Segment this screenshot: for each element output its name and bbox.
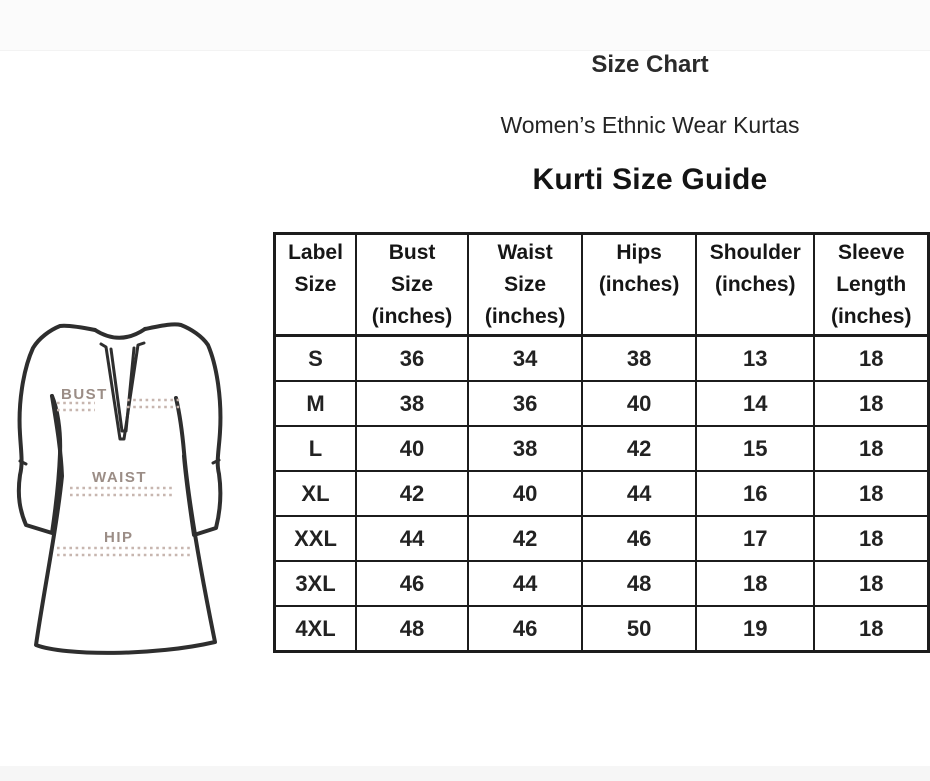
- table-cell: 36: [468, 381, 582, 426]
- table-cell: 14: [696, 381, 814, 426]
- table-cell: L: [275, 426, 356, 471]
- hip-line: [57, 548, 191, 555]
- table-cell: 18: [814, 471, 928, 516]
- table-cell: M: [275, 381, 356, 426]
- column-header-bust_size: Bust Size (inches): [356, 234, 468, 336]
- table-cell: 44: [582, 471, 696, 516]
- table-cell: 50: [582, 606, 696, 652]
- table-cell: 38: [356, 381, 468, 426]
- bottom-band: [0, 766, 930, 781]
- table-cell: 38: [468, 426, 582, 471]
- table-cell: 18: [814, 516, 928, 561]
- table-cell: 18: [814, 606, 928, 652]
- table-cell: 18: [814, 336, 928, 382]
- table-cell: 36: [356, 336, 468, 382]
- table-row: [275, 606, 929, 652]
- waist-line: [70, 488, 172, 495]
- column-header-hips: Hips (inches): [582, 234, 696, 336]
- table-cell: 38: [582, 336, 696, 382]
- table-cell: 46: [582, 516, 696, 561]
- top-band: [0, 0, 930, 51]
- neckline-outline: [95, 329, 145, 338]
- table-cell: S: [275, 336, 356, 382]
- table-cell: 44: [468, 561, 582, 606]
- table-cell: 42: [468, 516, 582, 561]
- size-guide-heading: Kurti Size Guide: [532, 163, 768, 196]
- column-header-sleeve_length: Sleeve Length (inches): [814, 234, 928, 336]
- table-cell: 15: [696, 426, 814, 471]
- waist-label: WAIST: [92, 469, 147, 486]
- table-cell: 18: [814, 426, 928, 471]
- column-header-waist_size: Waist Size (inches): [468, 234, 582, 336]
- bust-label: BUST: [61, 386, 108, 403]
- table-row: [275, 471, 929, 516]
- column-header-label_size: Label Size: [275, 234, 356, 336]
- table-cell: 48: [582, 561, 696, 606]
- table-cell: 4XL: [275, 606, 356, 652]
- table-cell: 48: [356, 606, 468, 652]
- table-cell: 42: [582, 426, 696, 471]
- table-cell: 16: [696, 471, 814, 516]
- kurti-diagram: [5, 312, 237, 664]
- table-cell: 18: [696, 561, 814, 606]
- table-cell: 13: [696, 336, 814, 382]
- placket-inner: [111, 348, 134, 431]
- table-row: [275, 516, 929, 561]
- table-cell: 40: [356, 426, 468, 471]
- table-cell: 40: [468, 471, 582, 516]
- table-cell: 18: [814, 381, 928, 426]
- page-subtitle: Women’s Ethnic Wear Kurtas: [500, 112, 800, 138]
- hip-label: HIP: [104, 529, 134, 546]
- size-table: [273, 232, 930, 653]
- table-cell: 18: [814, 561, 928, 606]
- page-title: Size Chart: [591, 51, 709, 78]
- table-row: [275, 336, 929, 382]
- table-row: [275, 381, 929, 426]
- column-header-shoulder: Shoulder (inches): [696, 234, 814, 336]
- table-row: [275, 561, 929, 606]
- table-cell: 46: [468, 606, 582, 652]
- table-cell: 44: [356, 516, 468, 561]
- size-table-header: [275, 234, 929, 336]
- table-cell: 34: [468, 336, 582, 382]
- table-cell: 46: [356, 561, 468, 606]
- table-cell: XL: [275, 471, 356, 516]
- table-cell: 42: [356, 471, 468, 516]
- table-cell: 3XL: [275, 561, 356, 606]
- table-cell: XXL: [275, 516, 356, 561]
- table-row: [275, 426, 929, 471]
- table-cell: 17: [696, 516, 814, 561]
- header-row: [275, 234, 929, 336]
- table-cell: 19: [696, 606, 814, 652]
- table-cell: 40: [582, 381, 696, 426]
- size-table-body: [275, 336, 929, 652]
